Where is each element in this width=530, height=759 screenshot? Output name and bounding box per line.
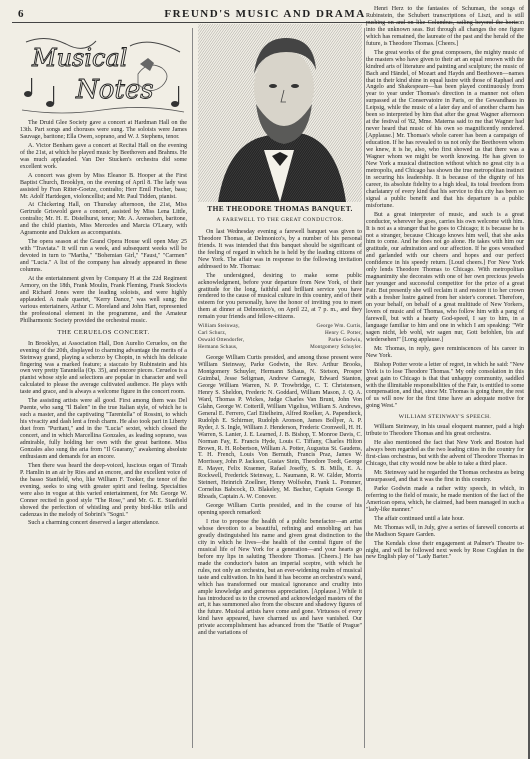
- speech-paragraph-5: The affair continued until a late hour.: [374, 515, 465, 522]
- right-paragraph-4: Mr. Thomas, in reply, gave reminiscences of his career in New York.: [366, 345, 524, 359]
- right-paragraph-3: But a great interpreter of music, and such is a great conductor, wherever he goes, carries his own welcome with him. It is not as a stranger that he goes to Chicago; it is because he is not a stranger, because Chicago knows him well, that she asks him to come. And he does not go alone. He takes with him our gratitude, our admiration and our affection. If he goes wreathed and garlanded with our cheers and hopes and our perfect confidence in his speedy return. [Loud cheers.] For New York only lends Theodore Thomas to Chicago. With metropolitan magnanimity she decorates with one of her own precious jewels her younger and successful competitor for the prize of a great Fair. But presently she will reclaim it and restore it to her crown with a fresher lustre gained from her sister's coronet. Therefore, on your behalf, on behalf of a great multitude of New Yorkers, lovers of music and of Thomas, who follow him with a pang of farewell, but with a hearty God-speed, I say to him, in a language familiar to him and one in which I am speaking: "Wir sagen nicht, leb wohl, wir sagen nur, Gott befohlen, bis auf wiedersehen!" [Long applause.]: [366, 211, 524, 343]
- musical-notes-logo: [20, 34, 187, 116]
- logo-word-musical: Musical: [32, 44, 128, 72]
- cerulos-paragraph-4: Such a charming concert deserved a larger attendance.: [28, 520, 160, 527]
- speech-paragraph-4: Parke Godwin made a rather witty speech, in which, in referring to the field of music, he made mention of the fact of the American opera, which, he claimed, had been managed in such a "lady-like manner.": [366, 485, 524, 513]
- middle-column: [198, 24, 362, 639]
- speech-paragraph-1: William Steinway, in his usual eloquent manner, paid a high tribute to Theodore Thomas and his great orchestra.: [366, 424, 524, 438]
- left-paragraph-3: A concert was given by Miss Eleanor B. Hooper at the First Baptist Church, Brooklyn, on the evening of April 8. The lady was assisted by Fran Ritter-Goetze, contralto; Herr Emil Fischer, bass; Mr. Adolf Hartdegen, violoncellist; and Mr. Paul Tidden, pianist.: [20, 172, 187, 200]
- page-number: 6: [18, 8, 24, 20]
- logo-illustration: [20, 34, 187, 116]
- cerulos-paragraph-1: In Brooklyn, at Association Hall, Don Aurelio Ceruelos, on the evening of the 20th, displayed to charming advantage the merits of a Steinway grand, playing a scherzo by Chopin, in which his delicate fingering was a marked feature; a staccato by Rubinstein and his own very pretty Tarantella (Op. 35), and encore pieces. Ceruelos is a pianist whose style and selections are popular in character and well calculated to please the average cultivated audience. He plays with taste and grace, and is always a welcome figure in the concert room.: [20, 340, 187, 396]
- left-column: [20, 34, 187, 529]
- mid-paragraph-3: George William Curtis presided, and among those present were William Steinway, Parke Godwin, the Rev. Arthur Brooks, Montgomery Schuyler, Hermann Schaus, N. Stetson, Prosper Guimbal, Jesse Seligman, Andrew Carnegie, Edward Stanton, George William Warren, N. P. Trowbridge, C. T. Christensen, Henry S. Sheldon, Frederic N. Goddard, William Mason, J. Q. A. Ward, Thomas P. Wickes, Judge Charles Van Brunt, John Von Glahn, George W. Cotterill, William Vigelius, William S. Andrews, General E. Ferrero, Carl Eitelheim, Alfred Roelker, A. Papendieck, Rudolph E. Schirmer, Rudolph Aronson, James Bollyer, A. P. Ryder, J. S. Ingle, William J. Henderson, Frederic Cromwell, H. H. Warren, S. Lanier, J. E. Learned, J. B. Bishop, T. Monroe Davis, C. Norman Fay, E. Francis Hyde, Louis C. Tiffany, Charles Hilton Brown, R. H. Robertson, William A. Potter, Augustus St. Gaudens, T. H. French, Louis Von Bernuth, Francis Praz, James W. Morrissey, John P. Jackson, Gustav Stein, Theodore Toedt, George E. Mayer, Felix Kraemer, Rafael Joseffy, S. B. Mills, E. A. Rockwell, Frederick Steinway, L. Naumann, R. W. Gilder, Morris Steinert, Heinrich Zoellner, Henry Wolfsohn, Frank L. Pommer, Cornelius Babcock, D. Blakeley, M. Bachur, Captain George B. Rhoads, Captain A. W. Conover.: [198, 355, 362, 501]
- cerulos-paragraph-2: The assisting artists were all good. First among them was Del Puente, who sang "Il Balen" in the true Italian style, of which he is such a master, and the captivating "Tarentella" of Rossini, to which his vivacity and dash lent a fresh charm. He also took part in Liberty duet from "Puritani," and in the "Lucia" sextet, which closed the concert, and in which Marcellina Gonzales, as leading soprano, was admirable, fully holding her own with the great baritone. Miss Gonzales also sung the aria from "Il Guarany," awakening absolute enthusiasm and demands for an encore.: [20, 398, 187, 460]
- right-column: [366, 6, 524, 563]
- masthead: FREUND'S MUSIC AND DRAMA: [164, 8, 366, 20]
- left-paragraph-2: A. Victor Benham gave a concert at Recital Hall on the evening of the 21st, at which he played music by Beethoven and Brahms. He was much applauded. Van Der Stucken's orchestra did some excellent work.: [20, 142, 187, 170]
- theodore-thomas-portrait: [198, 24, 362, 202]
- steinway-speech-heading: WILLIAM STEINWAY'S SPEECH.: [398, 414, 492, 421]
- mid-paragraph-1: On last Wednesday evening a farewell banquet was given to Theodore Thomas, at Delmonico's, by a number of his personal friends. It was intended that this banquet should be significant of the feeling of regard in which he is held by the leading citizens of New York. The affair was in response to the following invitation addressed to Mr. Thomas:: [198, 228, 362, 270]
- column-divider-left: [192, 28, 193, 748]
- portrait-engraving: [198, 24, 362, 202]
- signatory-name: George Wm. Curtis,: [316, 323, 362, 330]
- signatory-name: Montgomery Schuyler.: [310, 344, 362, 351]
- left-paragraph-6: At the entertainment given by Company H at the 22d Regiment Armory, on the 18th, Frank Moulin, Frank Fleming, Frank Stockvis and Richard Jones were the leading soloists, and were highly applauded. A male quartet, "Kerry Dance," was well sung; the various entertainers, Arthur C. Moreland and John Hart, represented the professional element in the programme, and the Amateur Philharmonic Society provided the orchestral music.: [20, 276, 187, 324]
- right-paragraph-5: Bishop Potter wrote a letter of regret, in which he said: "New York is to lose Theodore Thomas." My only consolation in this great gain to Chicago is that that unhappy community, saddled with the illimitable responsibilities of the Fair, is entitled to some compensation, and that, since Mr. Thomas is going there, the rest of us will now for the first time have an adequate motive for going West.": [366, 361, 524, 410]
- left-paragraph-4: At Chickering Hall, on Thursday afternoon, the 21st, Miss Gertrude Griswold gave a concert, assisted by Miss Lena Little, contralto; Mr. H. E. Distelhurst, tenor; Mr. A. Arensohen, baritone, and the child pianists, Miss Mercedes and Marcia O'Leary, with Agramonte and Dulcken as accompanists.: [20, 202, 187, 237]
- signatory-name: Oswald Ottendorfer,: [198, 337, 245, 344]
- banquet-title: THE THEODORE THOMAS BANQUET.: [207, 204, 353, 213]
- speech-paragraph-7: The Kendals close their engagement at Palmer's Theatre to-night, and will be followed next week by Rose Coghlan in the new English play of "Lady Barter.": [366, 540, 524, 561]
- signatory-name: Parke Godwin,: [328, 337, 362, 344]
- speech-paragraph-6: Mr. Thomas will, in July, give a series of farewell concerts at the Madison Square Garden.: [366, 524, 524, 538]
- column-divider-right: [364, 28, 365, 748]
- left-paragraph-1: The Druid Glee Society gave a concert at Hardman Hall on the 13th. Part songs and choruses were sung. The soloists were James Sauvage, baritone; Ella Owen, soprano, and W. J. Stephens, tenor.: [20, 120, 187, 140]
- banquet-subtitle: A FAREWELL TO THE GREAT CONDUCTOR.: [216, 216, 344, 223]
- signatory-name: Hermann Schaus,: [198, 344, 238, 351]
- signatory-name: William Steinway,: [198, 323, 240, 330]
- right-paragraph-1: Henri Herz to the fantasies of Schuman, the songs of Rubinstein, the Schubert transcriptions of Liszt, and is still pushing on and on like Columbus, sailing beyond the horizon into the unknown seas. But through all changes the one figure which has remained, the laureate of the past and the herald of the future, is Theodore Thomas. [Cheers.]: [366, 6, 524, 47]
- speech-paragraph-2: He also mentioned the fact that New York and Boston had always been regarded as the two leading cities in the country for first-class orchestras, but with the advent of Theodore Thomas in Chicago, that city would now be able to take a third place.: [366, 440, 524, 468]
- cerulos-paragraph-3: Then there was heard the deep-voiced, luscious organ of Tirzah P. Hamlin in an air by Ries and an encore, and the excellent voice of the basso Stanfield, who, like William F. Tooker, the tenor of the evening, seeks to sing with greater spirit and feeling. Specialties were also in vogue at this varied entertainment, for Mr. George W. Conner recited in good style "The Rose," and Mr. G. E. Stanfield showed the perfection of whistling and pretty bird-like trills and cadenzas in the melody of Sobrini's "Sogni.": [20, 462, 187, 518]
- signatory-name: Henry C. Potter,: [325, 330, 362, 337]
- mid-paragraph-4: George William Curtis presided, and in the course of his opening speech remarked:: [198, 503, 362, 517]
- logo-word-notes: Notes: [76, 75, 154, 105]
- right-paragraph-2: The great works of the great composers, the mighty music of the masters who have given to their art an equal renown with the kindred arts of literature and painting and sculpture; the music of Bach and Händel, of Mozart and Haydn and Beethoven—names that in their kind shine in equal lustre with those of Raphael and Angelo and Shakespeare—has been played continuously from year to year under Thomas's direction in a manner not often surpassed at the Conservatoire in Paris, or the Gewandhaus in Leipsig, while the music of a later day and of another charm has been so interpreted by him that after the great Wagner afternoon at the festival of '82, Mme. Materna said to me that Wagner had never heard that music of his own so magnificently rendered. [Applause.] Mr. Thomas's whole career has been a campaign of education. If he has revealed to us not only the Beethoven whom we knew, it is he, also, who first showed us that there was a Wagner whom we might be worth knowing. He has given to New York a musical distinction without which no great city is a metropolis, and Chicago has shown the true metropolitan instinct in securing his leadership. It is because of the dignity of his career, its absolute fidelity to a high ideal, its total freedom from charlatanry of every kind that his service to this city has been so signal a public benefit and that his departure is a public misfortune.: [366, 49, 524, 209]
- cerulos-concert-heading: THE CERUELOS CONCERT.: [57, 328, 150, 336]
- mid-paragraph-5: I rise to propose the health of a public benefactor—an artist whose devotion to a beautiful, refining and ennobling art has greatly distinguished his name and given great distinction to the city in which he lives—the health of the central figure of the musical life of New York for a generation—and your hearts go before my lips in saluting Theodore Thomas. [Cheers.] He has made the conductor's baton an imperial sceptre, with which he rules, not only an orchestra, but an ever-widening realm of musical taste and cultivation. In his hand it has become an orchestra's wand, which has transformed our musical ignorance and crudity into ample knowledge and generous appreciation. [Applause.] While it has introduced us to the crowned and acknowledged masters of the art, it has summoned also from the obscure and shadowy figures of the future. Musical artists have come and gone. Virtuosos of every kind have appeared, have charmed us and have vanished. Our private accomplishment has advanced from the "Battle of Prague" and the variations of: [198, 519, 362, 637]
- mid-paragraph-2: The undersigned, desiring to make some public acknowledgment, before your departure from New York, of their gratitude for the long, faithful and brilliant service you have rendered to the cause of musical culture in this country, and of their esteem for you personally, have the honor of inviting you to meet them at dinner at Delmonico's, on April 22, at 7 p. m., and they remain your friends and fellow-citizens.: [198, 272, 362, 321]
- left-paragraph-5: The opera season at the Grand Opera House will open May 25 with "Traviata." It will run a week, and subsequent weeks will be devoted in turn to "Martha," "Bohemian Girl," "Faust," "Carmen" and "Lucia." A list of the company has already appeared in these columns.: [20, 239, 187, 274]
- signatories-list: [198, 323, 362, 351]
- speech-paragraph-3: Mr. Steinway said he regarded the Thomas orchestra as being unsurpassed, and that it was the first in this country.: [366, 470, 524, 483]
- signatory-name: Carl Schurz,: [198, 330, 227, 337]
